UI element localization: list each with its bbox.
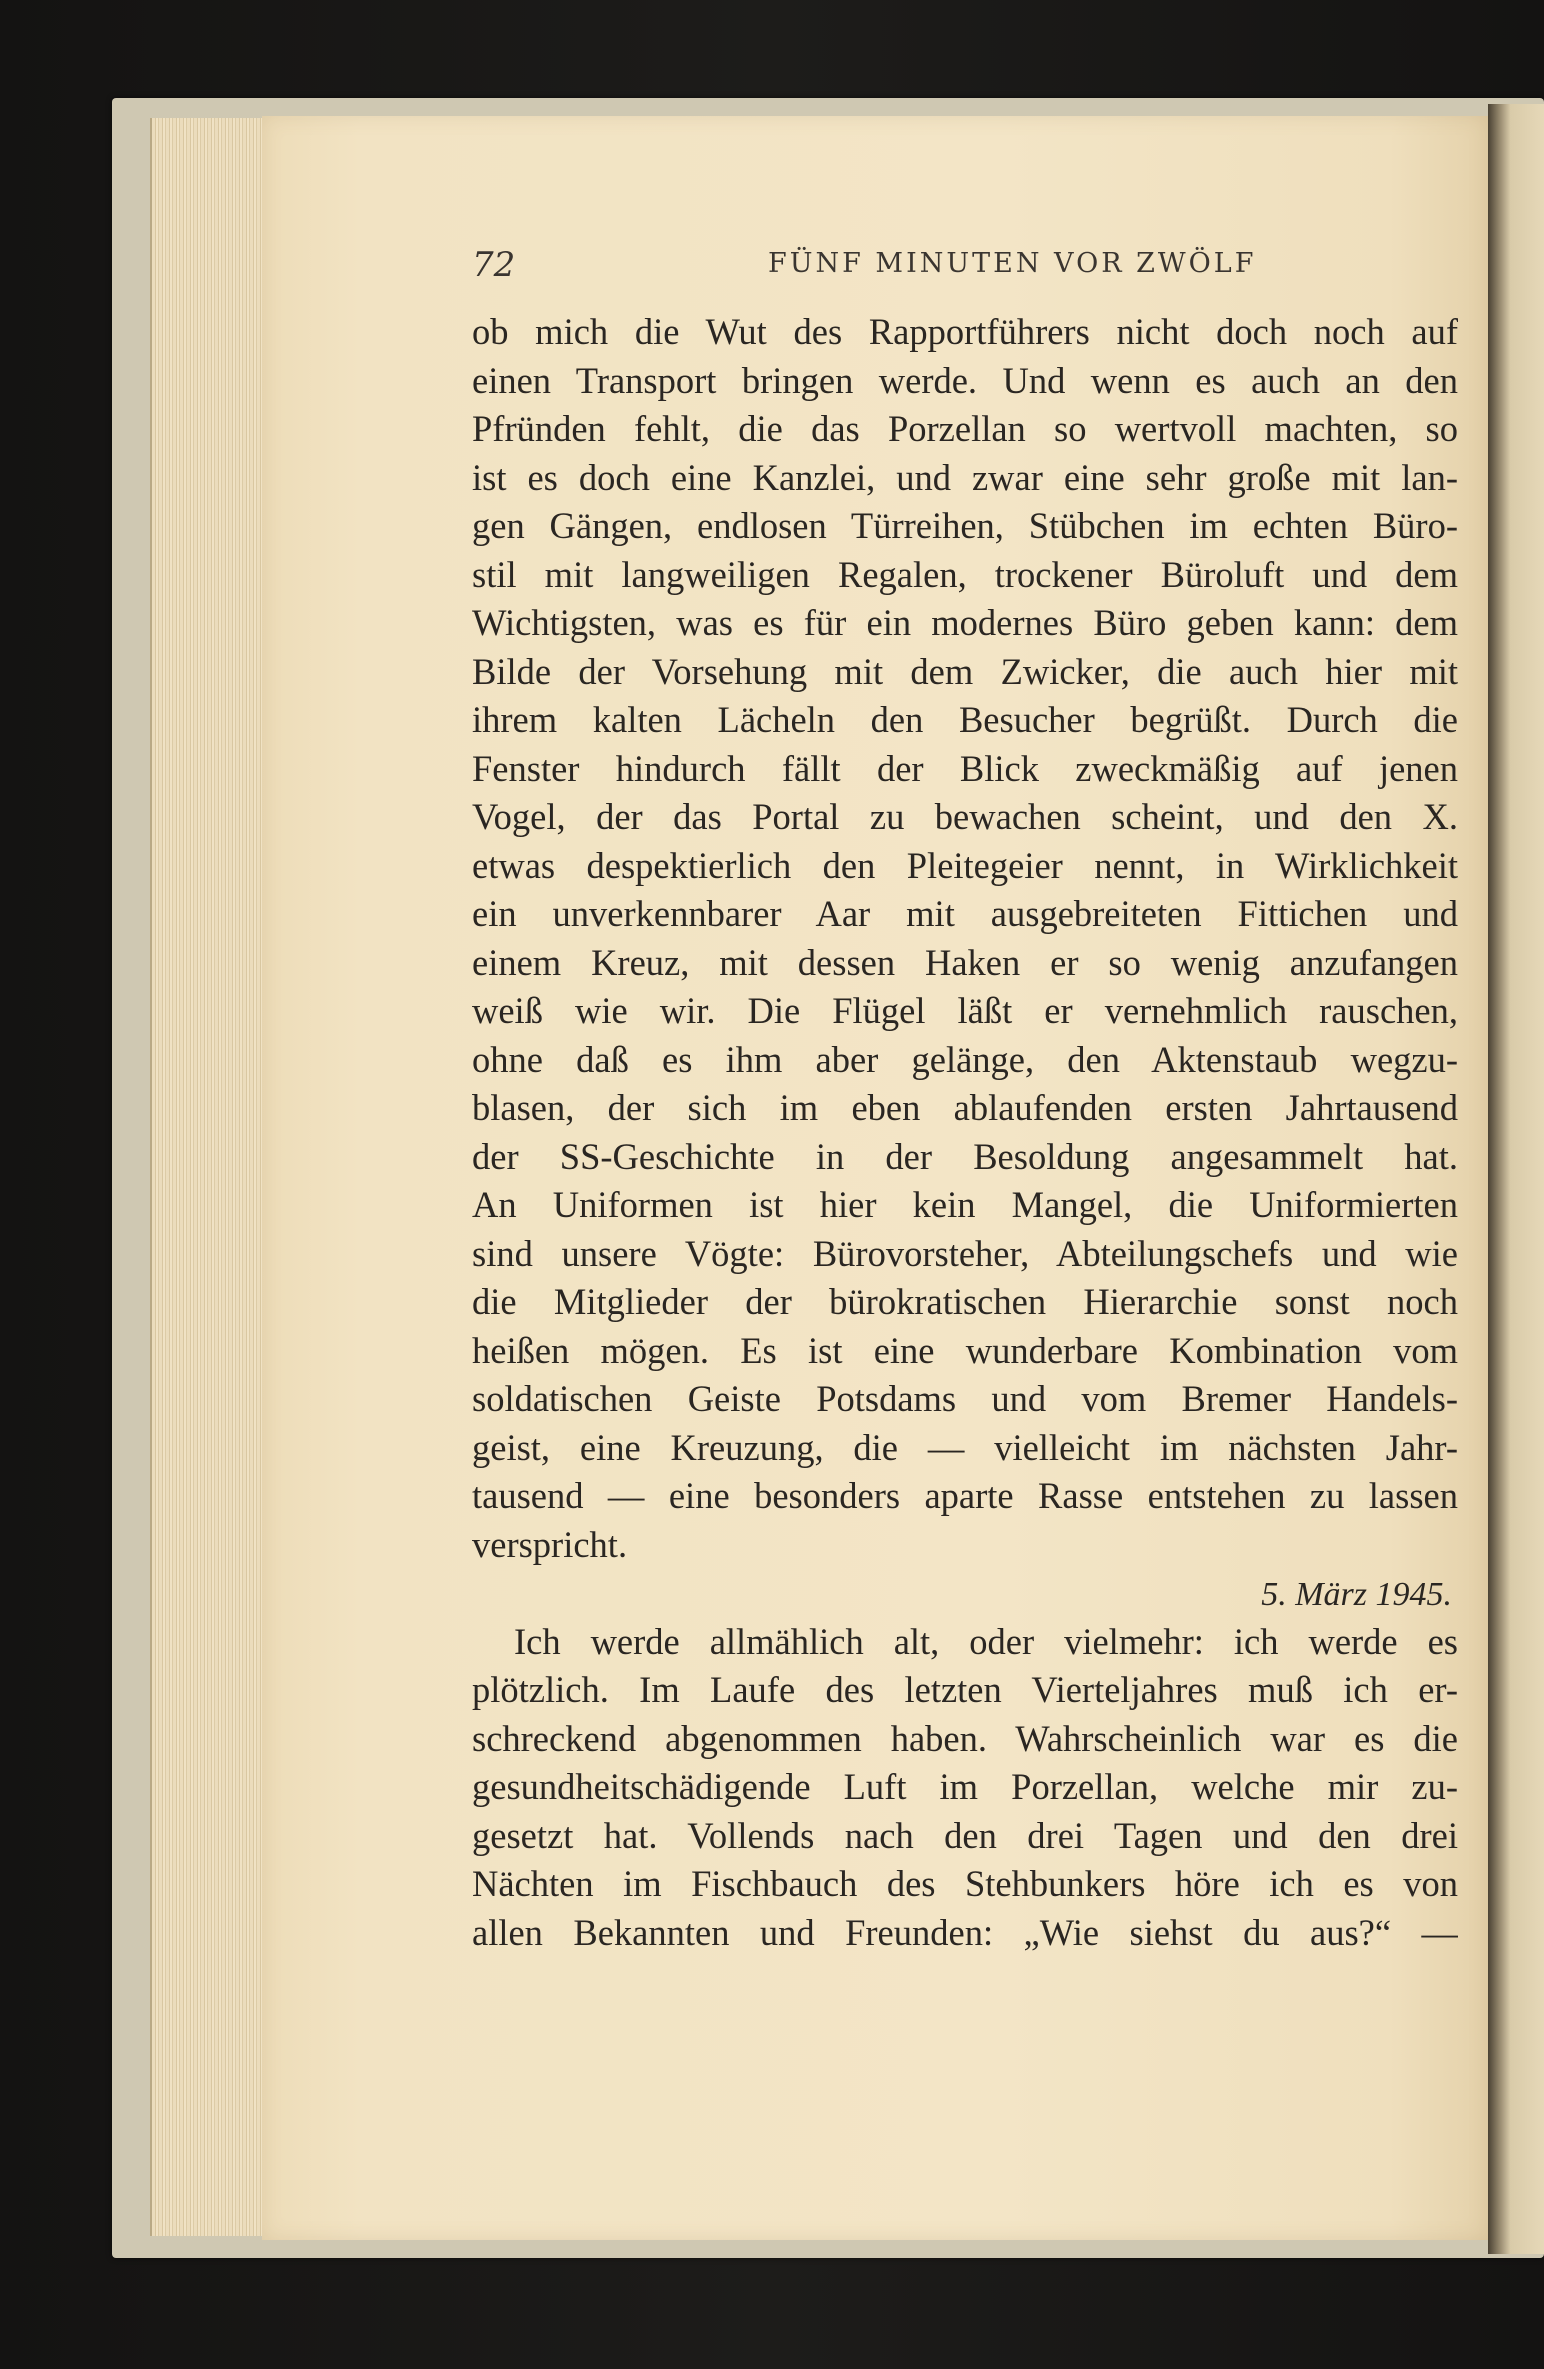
text-line: blasen, der sich im eben ablaufenden ersten Jahrtausend	[472, 1087, 1458, 1128]
text-line: tausend — eine besonders aparte Rasse entstehen zu lassen	[472, 1475, 1458, 1516]
text-line: Fenster hindurch fällt der Blick zweckmäßig auf jenen	[472, 747, 1458, 789]
paragraph-1	[472, 308, 1458, 1569]
text-line: etwas despektierlich den Pleitegeier nennt, in Wirklichkeit	[472, 844, 1458, 886]
text-line: plötzlich. Im Laufe des letzten Vierteljahres muß ich er-	[472, 1669, 1458, 1710]
body-text	[472, 308, 1458, 1957]
text-line: Vogel, der das Portal zu bewachen scheint, und den X.	[472, 796, 1458, 837]
text-line: An Uniformen ist hier kein Mangel, die Uniformierten	[472, 1184, 1458, 1225]
text-line: allen Bekannten und Freunden: „Wie siehst du aus?“ —	[472, 1911, 1458, 1953]
text-line: Nächten im Fischbauch des Stehbunkers höre ich es von	[472, 1863, 1458, 1904]
text-line: stil mit langweiligen Regalen, trockener Büroluft und dem	[472, 553, 1458, 595]
text-line: gen Gängen, endlosen Türreihen, Stübchen im echten Büro-	[472, 505, 1458, 546]
book-binding	[1488, 104, 1544, 2254]
text-line: Bilde der Vorsehung mit dem Zwicker, die auch hier mit	[472, 650, 1458, 692]
text-line: ob mich die Wut des Rapportführers nicht doch noch auf	[472, 311, 1458, 352]
text-line: Wichtigsten, was es für ein modernes Büro geben kann: dem	[472, 602, 1458, 643]
dateline: 5. März 1945.	[1261, 1576, 1452, 1613]
text-line: die Mitglieder der bürokratischen Hierarchie sonst noch	[472, 1281, 1458, 1322]
text-line: sind unsere Vögte: Bürovorsteher, Abteilungschefs und wie	[472, 1232, 1458, 1274]
text-line: ein unverkennbarer Aar mit ausgebreiteten Fittichen und	[472, 893, 1458, 934]
running-head-title: FÜNF MINUTEN VOR ZWÖLF	[768, 248, 1257, 279]
page-number: 72	[472, 245, 516, 285]
text-line: gesetzt hat. Vollends nach den drei Tagen und den drei	[472, 1814, 1458, 1856]
text-line: Ich werde allmählich alt, oder vielmehr: ich werde es	[514, 1620, 1458, 1662]
text-line: geist, eine Kreuzung, die — vielleicht im nächsten Jahr-	[472, 1426, 1458, 1468]
text-line: ihrem kalten Lächeln den Besucher begrüßt. Durch die	[472, 699, 1458, 740]
text-line: heißen mögen. Es ist eine wunderbare Kombination vom	[472, 1329, 1458, 1371]
text-line: weiß wie wir. Die Flügel läßt er vernehmlich rauschen,	[472, 990, 1458, 1031]
paragraph-2	[472, 1618, 1458, 1958]
text-line: verspricht.	[472, 1523, 628, 1565]
text-line: soldatischen Geiste Potsdams und vom Bremer Handels-	[472, 1378, 1458, 1419]
page-edges	[150, 118, 272, 2236]
text-line: Pfründen fehlt, die das Porzellan so wertvoll machten, so	[472, 408, 1458, 449]
text-line: einen Transport bringen werde. Und wenn es auch an den	[472, 359, 1458, 401]
text-line: gesundheitschädigende Luft im Porzellan, welche mir zu-	[472, 1766, 1458, 1807]
text-line: ohne daß es ihm aber gelänge, den Aktenstaub wegzu-	[472, 1038, 1458, 1080]
text-line: schreckend abgenommen haben. Wahrscheinlich war es die	[472, 1717, 1458, 1759]
text-line: der SS-Geschichte in der Besoldung angesammelt hat.	[472, 1135, 1458, 1177]
text-line: einem Kreuz, mit dessen Haken er so wenig anzufangen	[472, 941, 1458, 983]
text-line: ist es doch eine Kanzlei, und zwar eine sehr große mit lan-	[472, 456, 1458, 498]
